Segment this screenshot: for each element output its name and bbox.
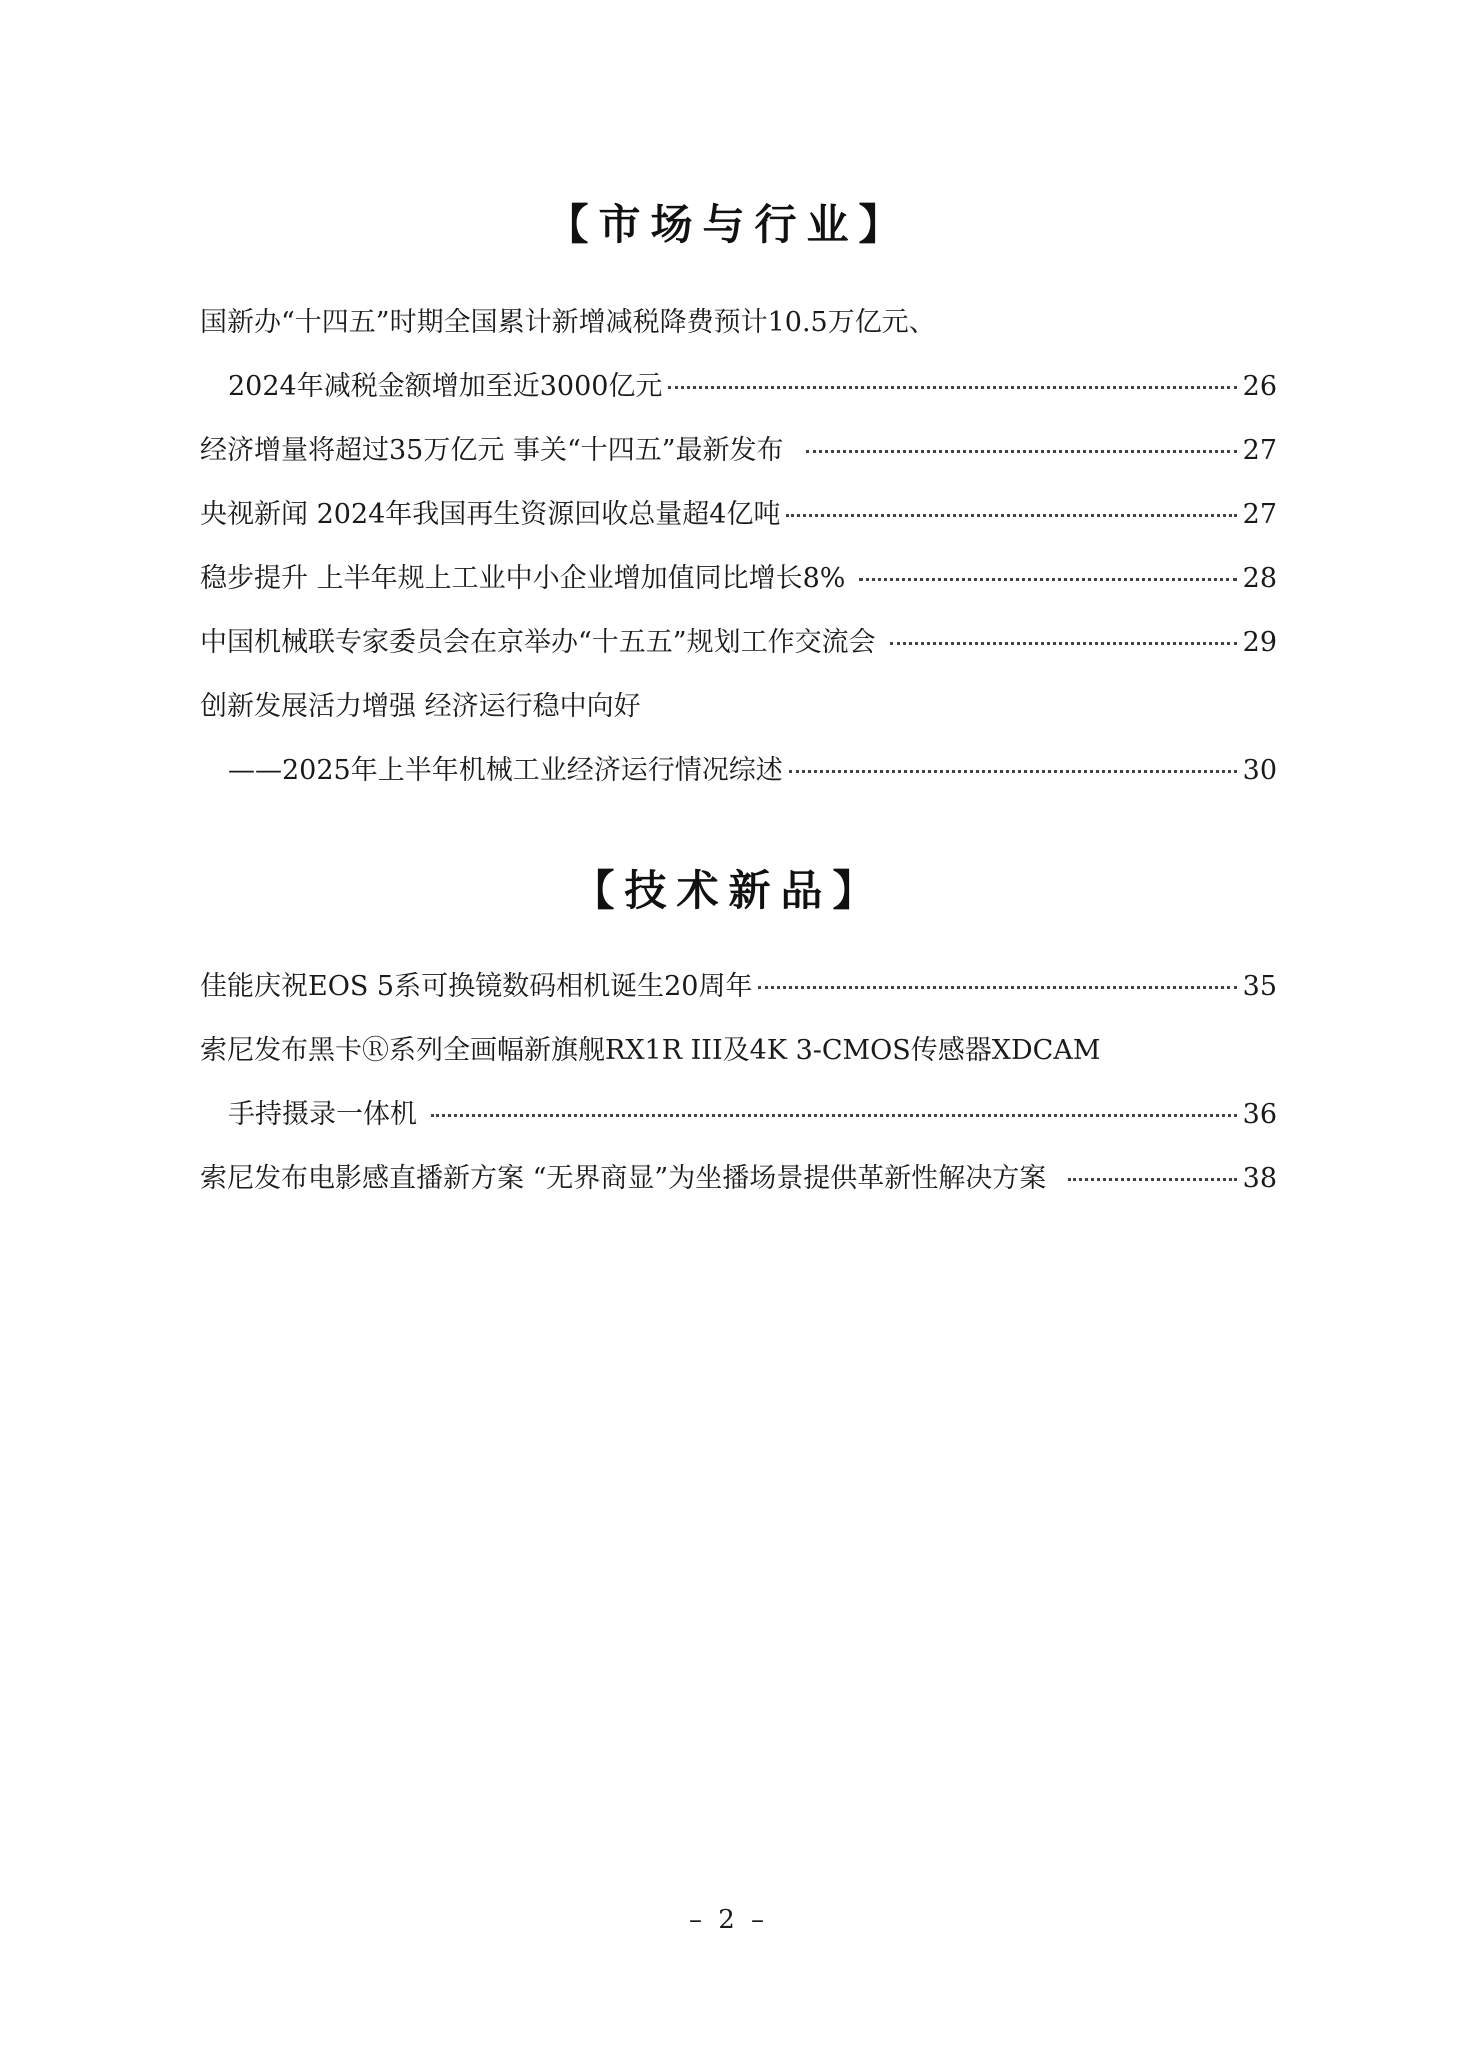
toc-page-number: 38	[1242, 1163, 1277, 1194]
toc-entry-line[interactable]	[200, 431, 1277, 471]
toc-entry-title: 稳步提升 上半年规上工业中小企业增加值同比增长8%	[200, 563, 846, 594]
dot-leader	[668, 386, 1236, 389]
section-title-market-industry: 【市场与行业】	[546, 200, 911, 249]
toc-entry-line[interactable]	[200, 967, 1277, 1007]
toc-entry-title: 经济增量将超过35万亿元 事关“十四五”最新发布	[200, 435, 784, 466]
page-number: – 2 –	[688, 1905, 769, 1935]
toc-entry-title: 中国机械联专家委员会在京举办“十五五”规划工作交流会	[200, 627, 876, 658]
toc-entry-title: 索尼发布电影感直播新方案 “无界商显”为坐播场景提供革新性解决方案	[200, 1163, 1047, 1194]
toc-page-number: 28	[1242, 563, 1277, 594]
toc-page-number: 27	[1242, 499, 1277, 530]
toc-entry-line[interactable]	[200, 303, 1277, 343]
dot-leader	[859, 578, 1236, 581]
toc-entry-title-continued: 手持摄录一体机	[228, 1099, 417, 1130]
toc-entry-line[interactable]	[200, 623, 1277, 663]
toc-entry-title: 国新办“十四五”时期全国累计新增减税降费预计10.5万亿元、	[200, 307, 936, 338]
dot-leader	[789, 770, 1237, 773]
toc-entry-line[interactable]	[200, 559, 1277, 599]
dot-leader	[890, 642, 1237, 645]
toc-entry-title: 央视新闻 2024年我国再生资源回收总量超4亿吨	[200, 499, 781, 530]
dot-leader	[1068, 1178, 1236, 1181]
toc-page-number: 36	[1242, 1099, 1277, 1130]
toc-entry-line[interactable]	[228, 367, 1277, 407]
dot-leader	[806, 450, 1237, 453]
toc-entry-line[interactable]	[200, 687, 1277, 727]
toc-entry-line[interactable]	[228, 751, 1277, 791]
toc-entry-title-continued: ——2025年上半年机械工业经济运行情况综述	[228, 755, 783, 786]
toc-page-number: 30	[1242, 755, 1277, 786]
toc-entry-line[interactable]	[200, 1031, 1277, 1071]
toc-page-number: 35	[1242, 971, 1277, 1002]
toc-page-number: 27	[1242, 435, 1277, 466]
toc-page-number: 26	[1242, 371, 1277, 402]
toc-entry-line[interactable]	[200, 1159, 1277, 1199]
toc-entry-title: 索尼发布黑卡Ⓡ系列全画幅新旗舰RX1R III及4K 3-CMOS传感器XDCAM	[200, 1035, 1101, 1066]
dot-leader	[758, 986, 1236, 989]
section-title-tech-products: 【技术新品】	[572, 866, 885, 915]
toc-entry-title: 创新发展活力增强 经济运行稳中向好	[200, 691, 641, 722]
toc-page-number: 29	[1242, 627, 1277, 658]
toc-entry-title-continued: 2024年减税金额增加至近3000亿元	[228, 371, 663, 402]
toc-entry-line[interactable]	[200, 495, 1277, 535]
dot-leader	[786, 514, 1236, 517]
toc-entry-line[interactable]	[228, 1095, 1277, 1135]
toc-entry-title: 佳能庆祝EOS 5系可换镜数码相机诞生20周年	[200, 971, 753, 1002]
dot-leader	[431, 1114, 1237, 1117]
